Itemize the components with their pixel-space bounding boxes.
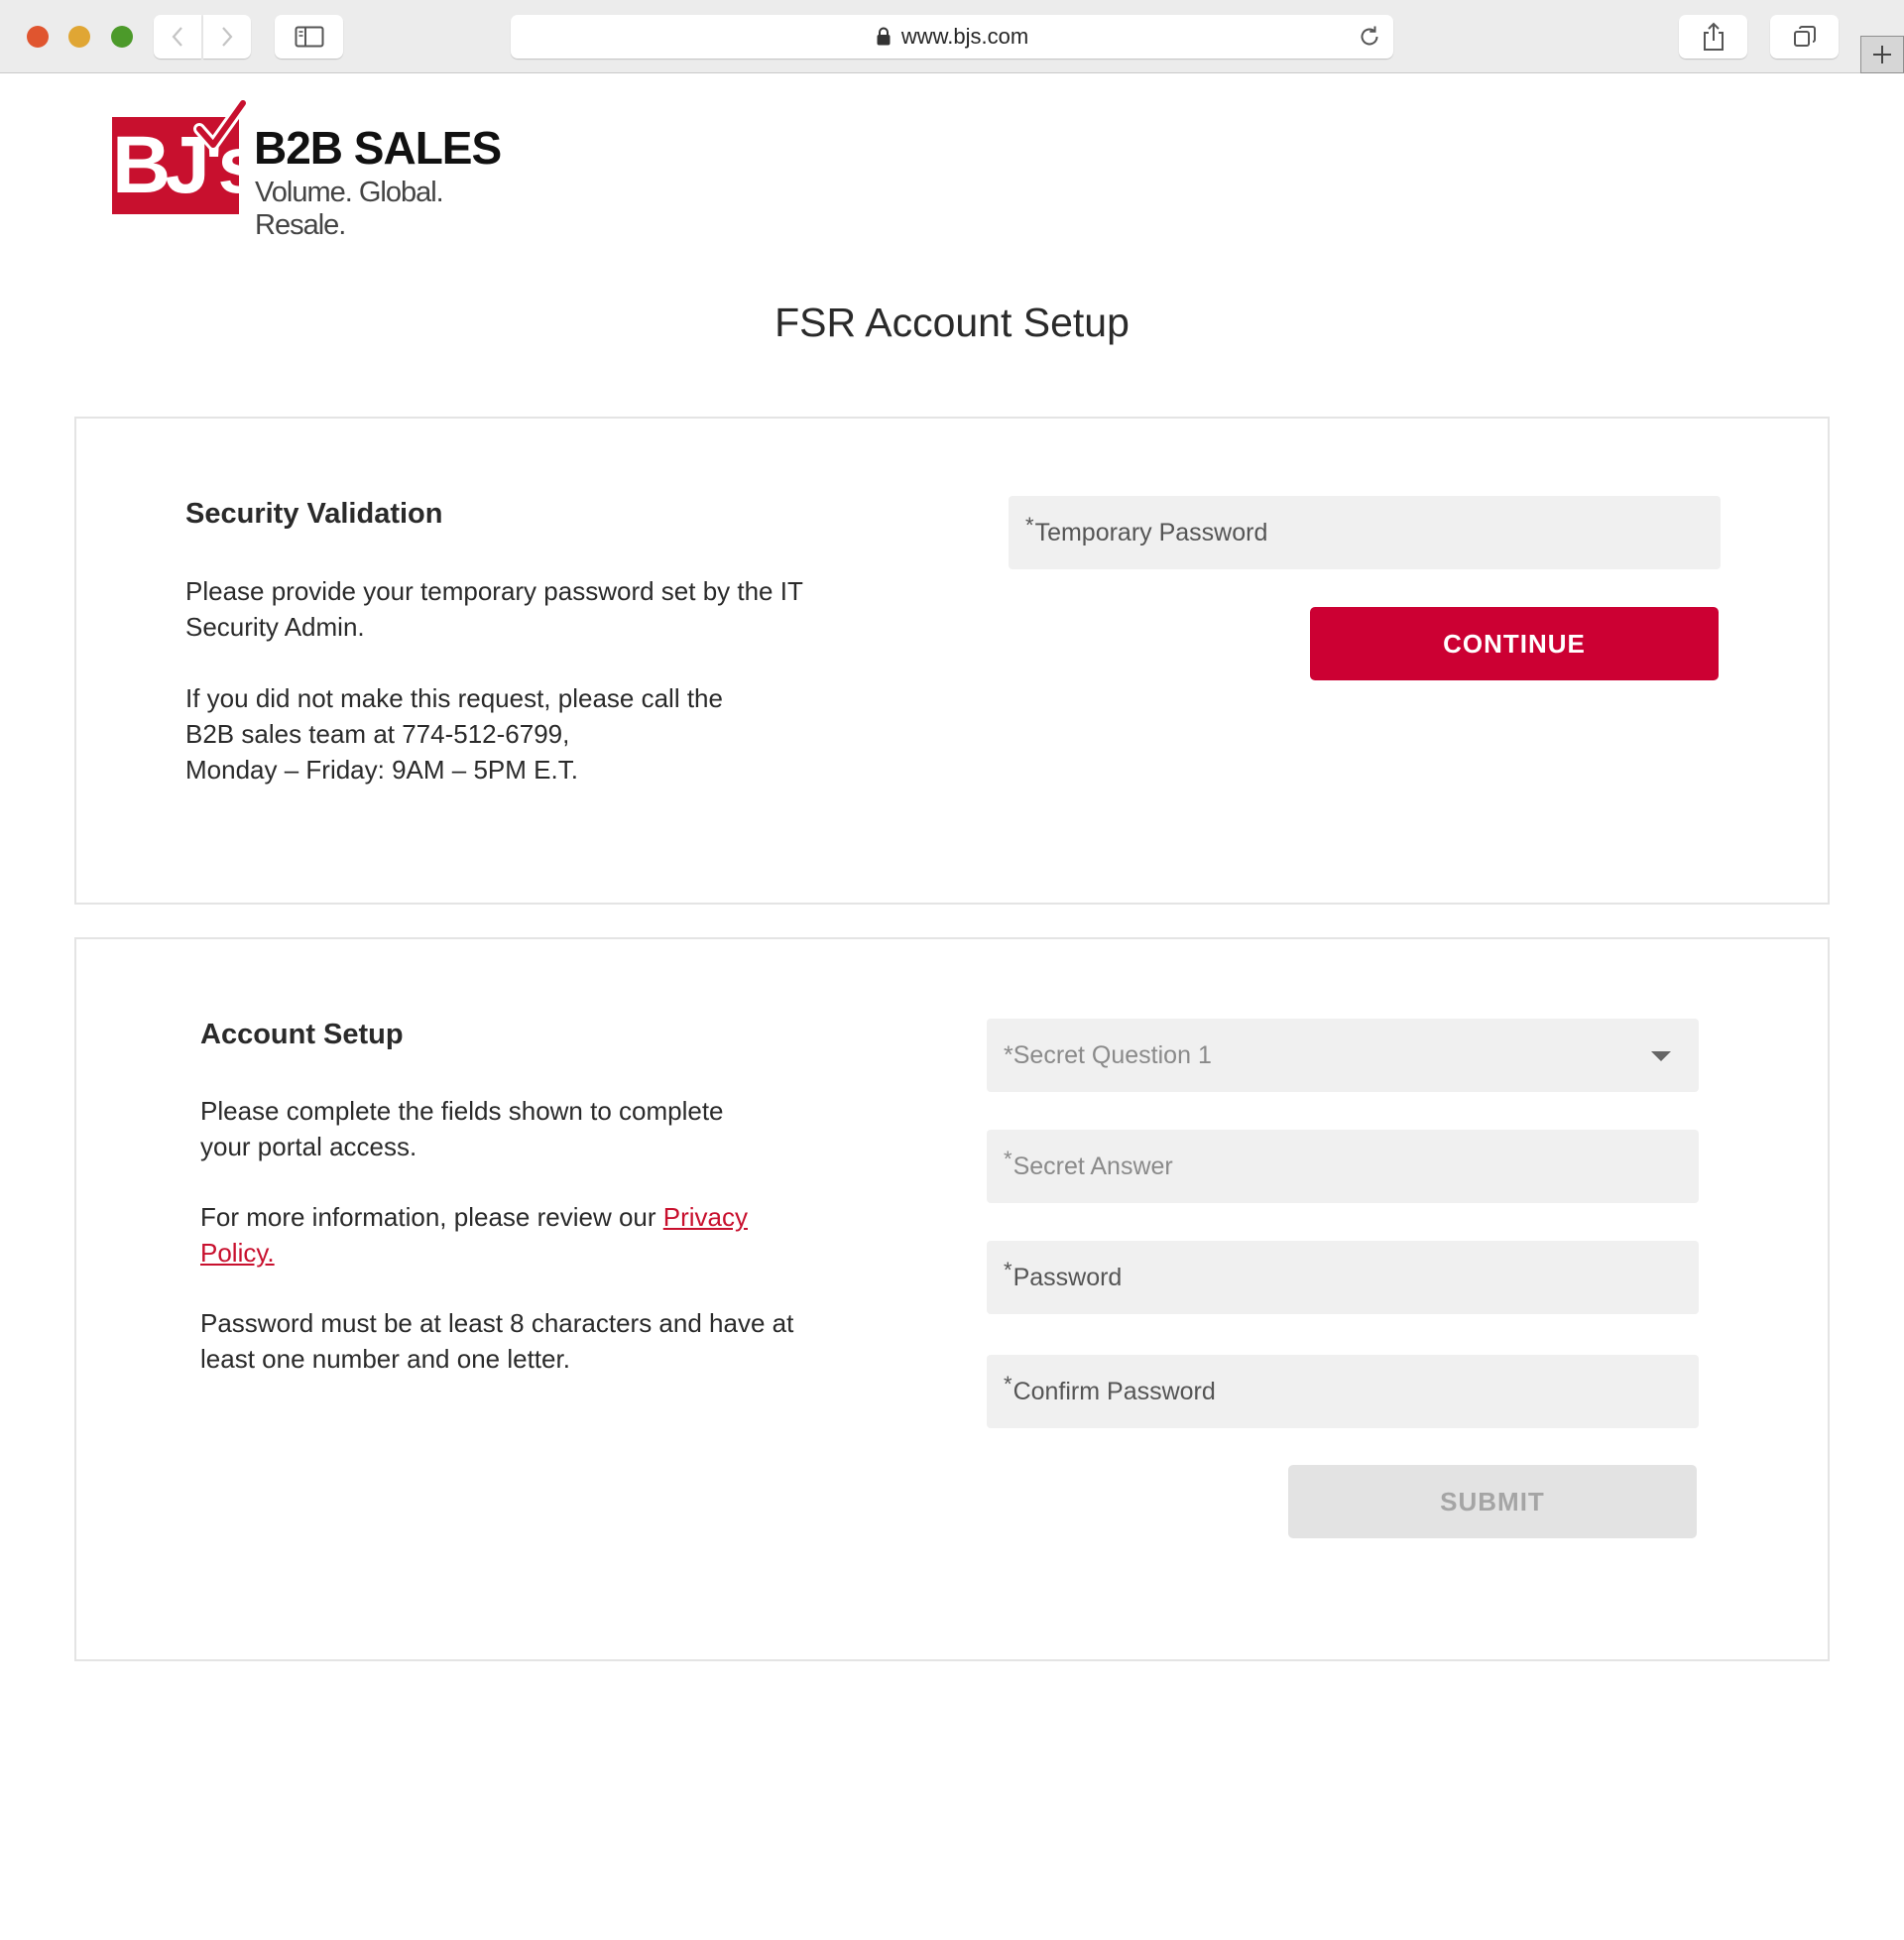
privacy-notice	[200, 1199, 795, 1271]
support-contact-line-1: If you did not make this request, please call the	[185, 683, 723, 713]
secret-answer-placeholder: Secret Answer	[1012, 1152, 1173, 1180]
continue-button[interactable]: CONTINUE	[1310, 607, 1719, 680]
password-field[interactable]	[987, 1241, 1699, 1314]
required-marker: *	[1025, 513, 1034, 538]
account-setup-instructions: Please complete the fields shown to complete your portal access.	[200, 1096, 724, 1161]
temporary-password-placeholder: Temporary Password	[1034, 518, 1268, 546]
bjs-b2b-logo[interactable]	[112, 99, 529, 241]
new-tab-button[interactable]	[1860, 36, 1904, 73]
tab-overview-button[interactable]	[1770, 15, 1839, 59]
support-contact-text	[185, 680, 820, 788]
privacy-policy-link[interactable]: Privacy Policy.	[200, 1202, 748, 1268]
privacy-notice-text: For more information, please review our	[200, 1202, 663, 1232]
required-marker: *	[1004, 1372, 1012, 1396]
secret-question-select[interactable]	[987, 1019, 1699, 1092]
forward-button[interactable]	[203, 15, 251, 59]
security-validation-panel	[74, 417, 1830, 905]
logo-mark-text: BJ's	[112, 120, 257, 210]
tabs-icon	[1792, 24, 1818, 50]
back-button[interactable]	[154, 15, 201, 59]
chevron-left-icon	[171, 25, 184, 49]
confirm-password-placeholder: Confirm Password	[1012, 1377, 1216, 1405]
account-setup-panel	[74, 937, 1830, 1661]
browser-toolbar	[0, 0, 1904, 73]
secret-question-placeholder: Secret Question 1	[1012, 1040, 1212, 1069]
password-placeholder: Password	[1012, 1263, 1123, 1291]
plus-icon	[1871, 44, 1893, 65]
security-validation-instructions: Please provide your temporary password set by the IT Security Admin.	[185, 576, 803, 642]
confirm-password-field[interactable]	[987, 1355, 1699, 1428]
required-marker: *	[1004, 1147, 1012, 1171]
lock-icon	[876, 27, 892, 47]
window-close-button[interactable]	[27, 26, 49, 48]
security-validation-title: Security Validation	[185, 498, 443, 530]
window-minimize-button[interactable]	[68, 26, 90, 48]
page-title: FSR Account Setup	[774, 300, 1130, 345]
submit-button[interactable]: SUBMIT	[1288, 1465, 1697, 1538]
support-contact-line-3: Monday – Friday: 9AM – 5PM E.T.	[185, 755, 578, 785]
sidebar-icon	[295, 26, 324, 48]
window-maximize-button[interactable]	[111, 26, 133, 48]
sidebar-toggle-button[interactable]	[275, 15, 343, 59]
temporary-password-field[interactable]	[1009, 496, 1721, 569]
address-bar[interactable]	[511, 15, 1393, 59]
chevron-right-icon	[220, 25, 234, 49]
support-contact-line-2: B2B sales team at 774-512-6799,	[185, 719, 570, 749]
required-marker: *	[1004, 1040, 1013, 1069]
checkmark-icon	[189, 99, 249, 165]
secret-answer-field[interactable]	[987, 1130, 1699, 1203]
url-text: www.bjs.com	[900, 24, 1029, 49]
required-marker: *	[1004, 1258, 1012, 1282]
caret-down-icon	[1651, 1051, 1671, 1061]
password-requirements: Password must be at least 8 characters and have at least one number and one letter.	[200, 1308, 794, 1374]
share-icon	[1702, 22, 1726, 52]
logo-tagline: Volume. Global. Resale.	[255, 177, 443, 241]
reload-icon[interactable]	[1358, 25, 1381, 54]
logo-title: B2B SALES	[254, 122, 502, 174]
account-setup-title: Account Setup	[200, 1019, 404, 1050]
share-button[interactable]	[1679, 15, 1747, 59]
